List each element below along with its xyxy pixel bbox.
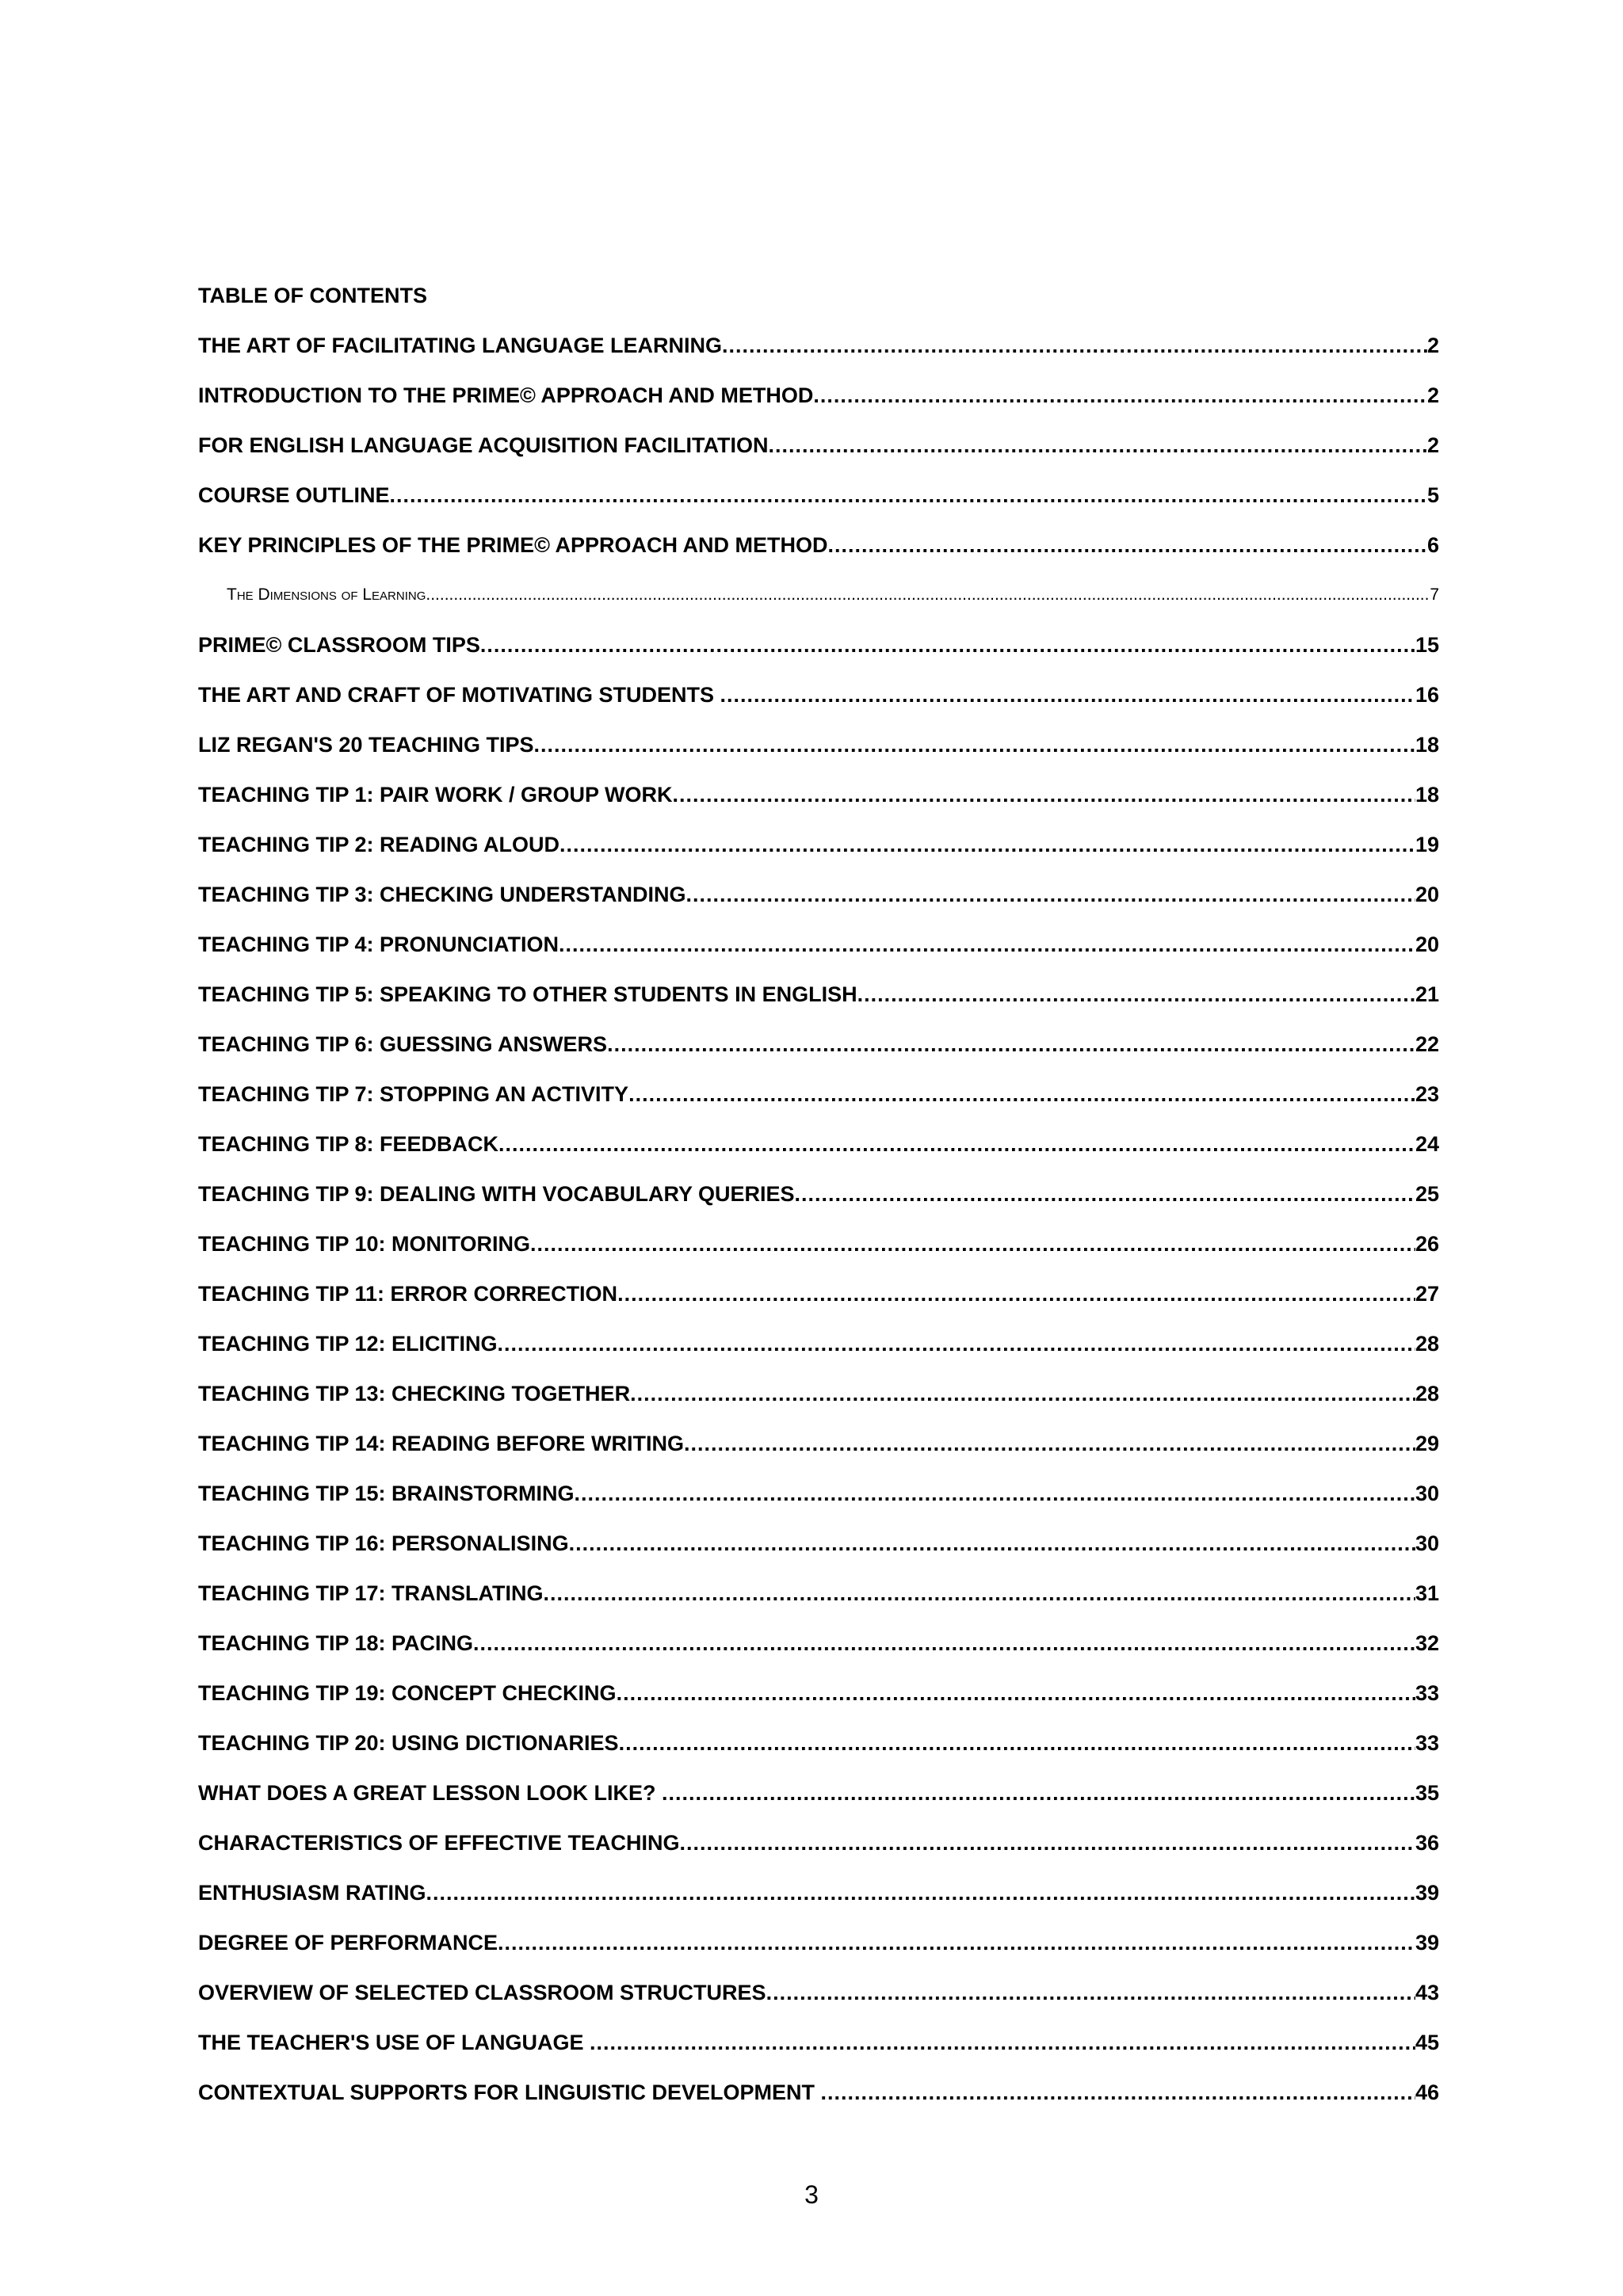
toc-dot-leader [768, 425, 1426, 465]
toc-entry[interactable] [198, 1474, 1439, 1524]
toc-entry[interactable] [198, 1973, 1439, 2023]
toc-entry-page: 28 [1415, 1382, 1439, 1405]
toc-entry-page: 18 [1415, 783, 1439, 807]
toc-entry-title: TEACHING TIP 1: PAIR WORK / GROUP WORK [198, 783, 673, 807]
toc-dot-leader [498, 1124, 1415, 1164]
toc-entry-title: PRIME© CLASSROOM TIPS [198, 633, 480, 657]
toc-entry-page: 27 [1415, 1282, 1439, 1306]
toc-entry-title: TEACHING TIP 10: MONITORING [198, 1232, 531, 1256]
toc-dot-leader [533, 725, 1415, 765]
toc-dot-leader [617, 1673, 1415, 1713]
toc-entry-title: WHAT DOES A GREAT LESSON LOOK LIKE? [198, 1781, 662, 1805]
toc-entry[interactable] [198, 1524, 1439, 1573]
toc-entry-title: TEACHING TIP 20: USING DICTIONARIES [198, 1731, 619, 1755]
toc-entry[interactable] [198, 1873, 1439, 1923]
toc-entry-title: TEACHING TIP 17: TRANSLATING [198, 1581, 544, 1605]
toc-entry-title: TEACHING TIP 4: PRONUNCIATION [198, 933, 559, 956]
toc-entry-page: 33 [1415, 1681, 1439, 1705]
toc-entry-page: 43 [1415, 1981, 1439, 2004]
toc-entry-title: TEACHING TIP 6: GUESSING ANSWERS [198, 1032, 608, 1056]
toc-entry[interactable] [198, 675, 1439, 725]
toc-entry-page: 30 [1415, 1531, 1439, 1555]
toc-entries [198, 326, 1439, 2122]
toc-dot-leader [720, 675, 1415, 715]
toc-dot-leader [684, 1424, 1415, 1463]
toc-entry[interactable] [198, 875, 1439, 925]
toc-entry[interactable] [198, 775, 1439, 825]
toc-dot-leader [813, 376, 1427, 415]
toc-entry-title: TEACHING TIP 7: STOPPING AN ACTIVITY [198, 1082, 629, 1106]
toc-dot-leader [530, 1224, 1415, 1264]
toc-dot-leader [680, 1823, 1415, 1863]
toc-dot-leader [498, 1923, 1415, 1962]
toc-entry[interactable] [198, 1723, 1439, 1773]
toc-entry-page: 20 [1415, 883, 1439, 906]
toc-entry[interactable] [198, 425, 1439, 475]
toc-dot-leader [473, 1623, 1415, 1663]
toc-entry[interactable] [198, 1074, 1439, 1124]
toc-dot-leader [722, 326, 1427, 365]
toc-entry-title: TEACHING TIP 11: ERROR CORRECTION [198, 1282, 618, 1306]
toc-entry-page: 32 [1415, 1631, 1439, 1655]
toc-dot-leader [426, 575, 1430, 615]
toc-entry-title: TEACHING TIP 18: PACING [198, 1631, 474, 1655]
toc-entry[interactable] [198, 1174, 1439, 1224]
toc-dot-leader [426, 1873, 1415, 1913]
toc-entry-title: TEACHING TIP 2: READING ALOUD [198, 833, 560, 856]
toc-entry-title: TEACHING TIP 14: READING BEFORE WRITING [198, 1432, 685, 1455]
toc-dot-leader [619, 1723, 1415, 1763]
toc-entry-title: TEACHING TIP 12: ELICITING [198, 1332, 498, 1356]
toc-entry[interactable] [198, 475, 1439, 525]
toc-dot-leader [559, 925, 1415, 964]
toc-entry-title: COURSE OUTLINE [198, 483, 390, 507]
toc-entry-page: 26 [1415, 1232, 1439, 1256]
toc-dot-leader [662, 1773, 1415, 1813]
toc-entry-page: 36 [1415, 1831, 1439, 1855]
toc-entry-title: THE ART AND CRAFT OF MOTIVATING STUDENTS [198, 683, 720, 707]
toc-entry[interactable] [198, 925, 1439, 974]
toc-entry-page: 46 [1415, 2081, 1439, 2104]
toc-entry-title: TEACHING TIP 13: CHECKING TOGETHER [198, 1382, 631, 1405]
toc-entry-page: 2 [1426, 383, 1439, 407]
toc-dot-leader [686, 875, 1415, 914]
toc-entry-page: 5 [1426, 483, 1439, 507]
toc-entry-page: 31 [1415, 1581, 1439, 1605]
toc-dot-leader [630, 1374, 1415, 1413]
toc-entry-title: DEGREE OF PERFORMANCE [198, 1931, 498, 1955]
toc-entry-title: FOR ENGLISH LANGUAGE ACQUISITION FACILITATION [198, 433, 769, 457]
toc-entry-page: 2 [1426, 334, 1439, 357]
toc-entry[interactable] [198, 1823, 1439, 1873]
toc-entry-page: 28 [1415, 1332, 1439, 1356]
toc-entry[interactable] [198, 825, 1439, 875]
toc-dot-leader [795, 1174, 1415, 1214]
toc-entry-page: 23 [1415, 1082, 1439, 1106]
toc-entry-title: TEACHING TIP 3: CHECKING UNDERSTANDING [198, 883, 686, 906]
toc-dot-leader [617, 1274, 1415, 1314]
toc-entry-page: 6 [1426, 533, 1439, 557]
toc-entry-title: TEACHING TIP 5: SPEAKING TO OTHER STUDENTS IN ENGLISH [198, 982, 857, 1006]
toc-entry-page: 22 [1415, 1032, 1439, 1056]
toc-entry-title: The Dimensions of Learning [227, 585, 426, 604]
toc-entry-page: 21 [1415, 982, 1439, 1006]
toc-entry[interactable] [198, 1673, 1439, 1723]
toc-entry-title: KEY PRINCIPLES OF THE PRIME© APPROACH AND METHOD [198, 533, 828, 557]
toc-entry-title: THE ART OF FACILITATING LANGUAGE LEARNING [198, 334, 722, 357]
toc-entry-page: 15 [1415, 633, 1439, 657]
toc-entry-page: 18 [1415, 733, 1439, 757]
toc-entry-page: 19 [1415, 833, 1439, 856]
toc-dot-leader [480, 625, 1415, 665]
toc-dot-leader [575, 1474, 1415, 1513]
toc-entry-title: CHARACTERISTICS OF EFFECTIVE TEACHING [198, 1831, 680, 1855]
toc-entry-title: TEACHING TIP 19: CONCEPT CHECKING [198, 1681, 617, 1705]
toc-entry-page: 24 [1415, 1132, 1439, 1156]
toc-entry[interactable] [198, 974, 1439, 1024]
toc-entry-page: 20 [1415, 933, 1439, 956]
toc-entry[interactable] [198, 525, 1439, 575]
toc-entry[interactable] [198, 1324, 1439, 1374]
toc-entry[interactable] [198, 1923, 1439, 1973]
toc-entry[interactable] [198, 1274, 1439, 1324]
toc-dot-leader [821, 2073, 1415, 2112]
toc-heading: TABLE OF CONTENTS [198, 284, 427, 307]
toc-entry-title: ENTHUSIASM RATING [198, 1881, 426, 1905]
toc-entry-title: TEACHING TIP 9: DEALING WITH VOCABULARY QUERIES [198, 1182, 795, 1206]
toc-dot-leader [827, 525, 1427, 565]
table-of-contents [198, 276, 1439, 2122]
toc-entry[interactable] [198, 1623, 1439, 1673]
toc-entry[interactable] [198, 625, 1439, 675]
toc-entry[interactable] [198, 1573, 1439, 1623]
toc-entry[interactable] [198, 1424, 1439, 1474]
toc-entry[interactable] [198, 575, 1439, 625]
toc-entry-title: CONTEXTUAL SUPPORTS FOR LINGUISTIC DEVELOPMENT [198, 2081, 821, 2104]
toc-entry-title: TEACHING TIP 16: PERSONALISING [198, 1531, 569, 1555]
toc-entry[interactable] [198, 1024, 1439, 1074]
toc-dot-leader [559, 825, 1415, 864]
toc-dot-leader [673, 775, 1415, 814]
toc-entry-title: THE TEACHER'S USE OF LANGUAGE [198, 2031, 590, 2054]
toc-entry-page: 30 [1415, 1482, 1439, 1505]
toc-dot-leader [544, 1573, 1415, 1613]
toc-dot-leader [390, 475, 1427, 515]
toc-dot-leader [569, 1524, 1415, 1563]
toc-entry[interactable] [198, 1374, 1439, 1424]
toc-entry-page: 16 [1415, 683, 1439, 707]
toc-entry-title: LIZ REGAN'S 20 TEACHING TIPS [198, 733, 534, 757]
toc-entry-page: 29 [1415, 1432, 1439, 1455]
toc-entry-page: 7 [1430, 585, 1439, 604]
toc-entry-title: OVERVIEW OF SELECTED CLASSROOM STRUCTURES [198, 1981, 766, 2004]
toc-dot-leader [607, 1024, 1415, 1064]
toc-entry-page: 2 [1426, 433, 1439, 457]
toc-entry[interactable] [198, 2073, 1439, 2122]
toc-entry[interactable] [198, 2023, 1439, 2073]
toc-entry[interactable] [198, 376, 1439, 425]
toc-dot-leader [498, 1324, 1415, 1363]
toc-entry-page: 33 [1415, 1731, 1439, 1755]
toc-entry[interactable] [198, 725, 1439, 775]
toc-entry-title: TEACHING TIP 15: BRAINSTORMING [198, 1482, 575, 1505]
toc-entry-page: 25 [1415, 1182, 1439, 1206]
toc-entry[interactable] [198, 1124, 1439, 1174]
toc-entry[interactable] [198, 1224, 1439, 1274]
toc-dot-leader [590, 2023, 1415, 2062]
toc-dot-leader [766, 1973, 1415, 2012]
toc-dot-leader [628, 1074, 1415, 1114]
toc-entry-page: 39 [1415, 1931, 1439, 1955]
toc-entry[interactable] [198, 1773, 1439, 1823]
toc-dot-leader [857, 974, 1415, 1014]
toc-entry-title: INTRODUCTION TO THE PRIME© APPROACH AND METHOD [198, 383, 814, 407]
toc-entry-title: TEACHING TIP 8: FEEDBACK [198, 1132, 499, 1156]
toc-entry-page: 39 [1415, 1881, 1439, 1905]
page-number: 3 [804, 2180, 819, 2209]
toc-entry-page: 35 [1415, 1781, 1439, 1805]
toc-entry[interactable] [198, 326, 1439, 376]
toc-entry-page: 45 [1415, 2031, 1439, 2054]
